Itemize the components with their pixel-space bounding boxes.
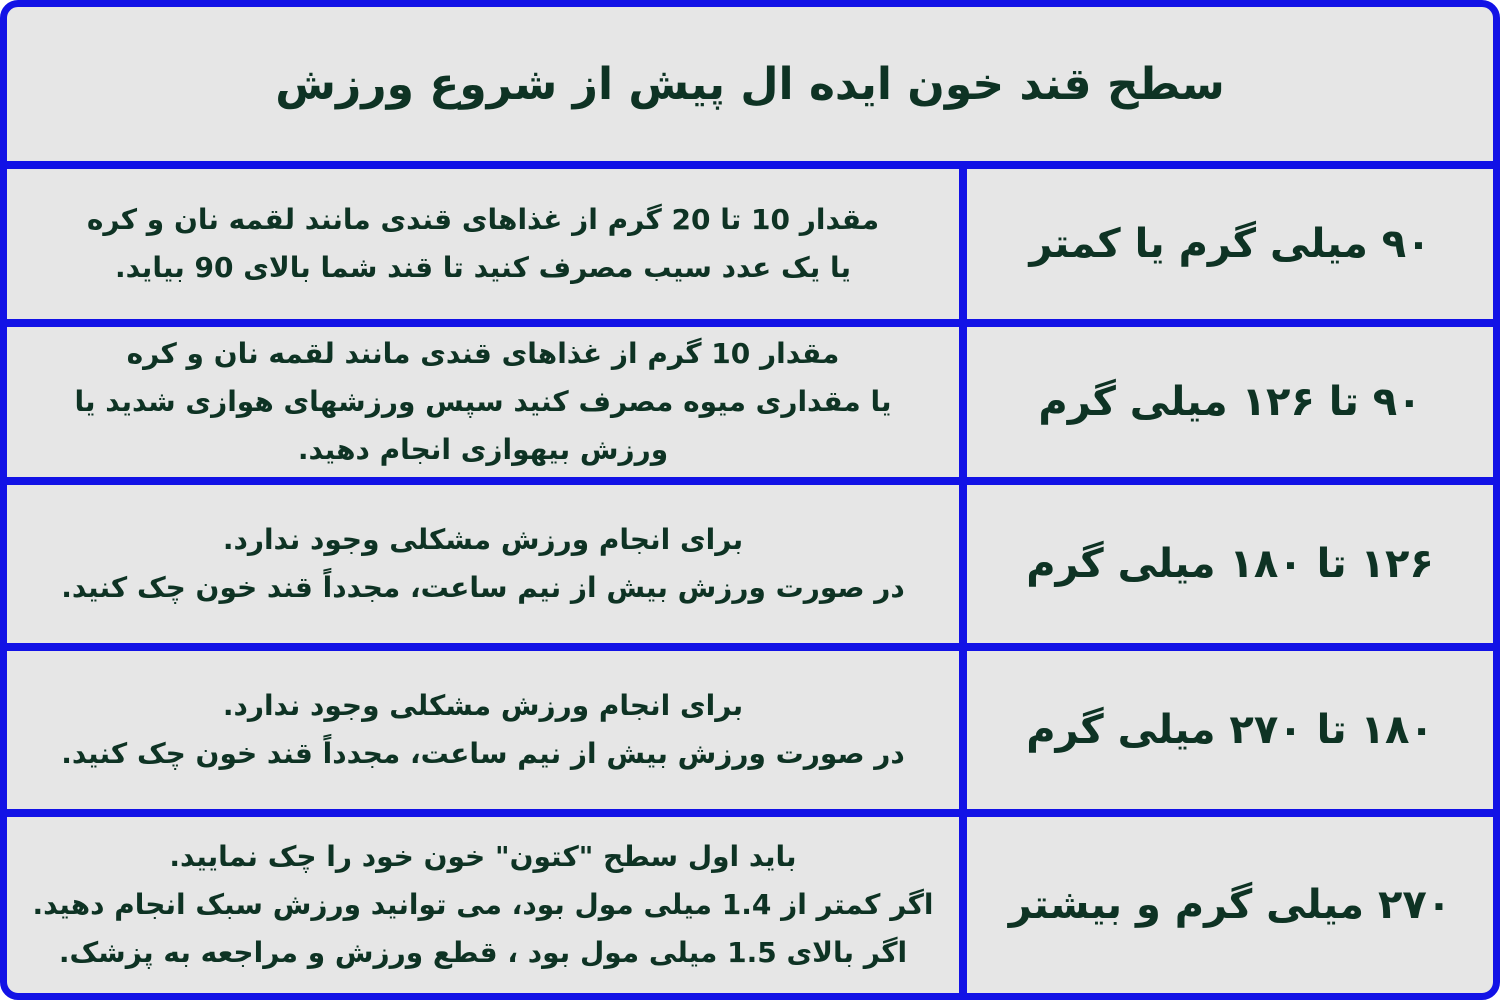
recommendation-line: یا یک عدد سیب مصرف کنید تا قند شما بالای 90 بیاید.	[115, 251, 851, 284]
recommendation-text	[61, 516, 905, 612]
recommendation-line: باید اول سطح "کتون" خون خود را چک نمایید.	[169, 840, 797, 873]
table-row	[7, 327, 1493, 485]
recommendation-line: اگر کمتر از 1.4 میلی مول بود، می توانید ورزش سبک انجام دهید.	[32, 888, 934, 921]
recommendation-text	[32, 833, 933, 977]
recommendation-cell	[7, 485, 967, 643]
range-text: ۲۷۰ میلی گرم و بیشتر	[1008, 882, 1452, 928]
recommendation-line: مقدار 10 گرم از غذاهای قندی مانند لقمه نان و کره	[126, 337, 840, 370]
table-row	[7, 651, 1493, 817]
recommendation-line: مقدار 10 تا 20 گرم از غذاهای قندی مانند لقمه نان و کره	[86, 203, 880, 236]
range-text: ۱۲۶ تا ۱۸۰ میلی گرم	[1026, 541, 1434, 587]
range-cell	[967, 169, 1493, 319]
recommendation-cell	[7, 327, 967, 477]
range-text: ۱۸۰ تا ۲۷۰ میلی گرم	[1026, 707, 1434, 753]
recommendation-cell	[7, 169, 967, 319]
recommendation-line: یا مقداری میوه مصرف کنید سپس ورزشهای هوازی شدید یا	[74, 385, 892, 418]
recommendation-text	[75, 330, 892, 474]
table-row	[7, 817, 1493, 993]
recommendation-text	[61, 682, 905, 778]
recommendation-line: برای انجام ورزش مشکلی وجود ندارد.	[222, 523, 744, 556]
range-text: ۹۰ تا ۱۲۶ میلی گرم	[1038, 379, 1422, 425]
recommendation-text	[87, 196, 879, 292]
range-cell	[967, 817, 1493, 993]
table-row	[7, 485, 1493, 651]
recommendation-line: در صورت ورزش بیش از نیم ساعت، مجدداً قند خون چک کنید.	[61, 571, 905, 604]
range-text: ۹۰ میلی گرم یا کمتر	[1029, 221, 1431, 267]
table-title	[7, 7, 1493, 169]
range-cell	[967, 485, 1493, 643]
recommendation-cell	[7, 651, 967, 809]
recommendation-line: ورزش بیهوازی انجام دهید.	[297, 433, 669, 466]
table-title-text: سطح قند خون ایده ال پیش از شروع ورزش	[275, 58, 1225, 110]
range-cell	[967, 327, 1493, 477]
recommendation-line: برای انجام ورزش مشکلی وجود ندارد.	[222, 689, 744, 722]
recommendation-cell	[7, 817, 967, 993]
table-row	[7, 169, 1493, 327]
recommendation-line: اگر بالای 1.5 میلی مول بود ، قطع ورزش و مراجعه به پزشک.	[58, 936, 908, 969]
recommendation-line: در صورت ورزش بیش از نیم ساعت، مجدداً قند خون چک کنید.	[61, 737, 905, 770]
range-cell	[967, 651, 1493, 809]
